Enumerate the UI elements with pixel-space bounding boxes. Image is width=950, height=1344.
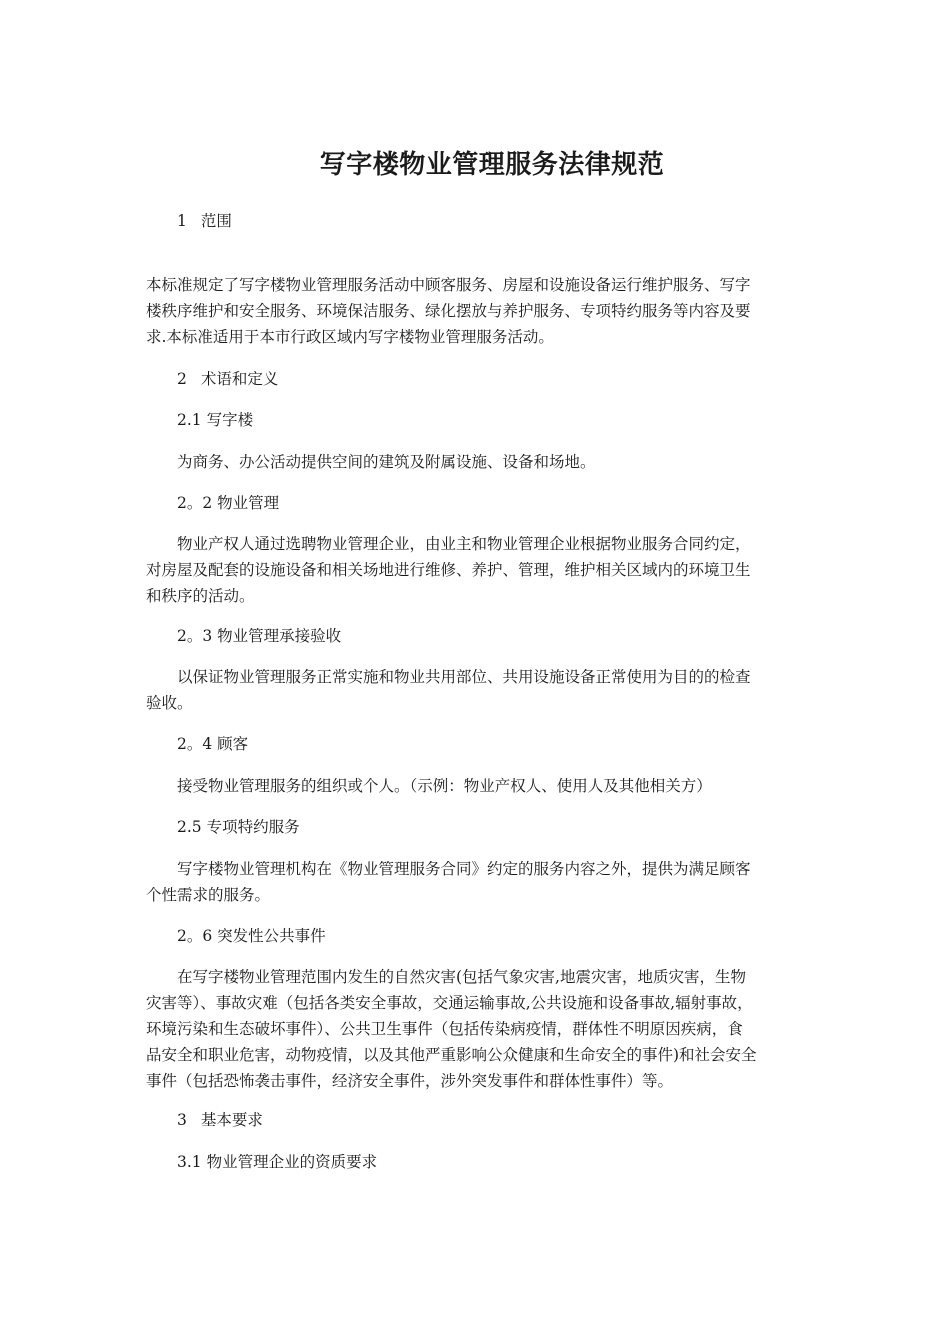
section-label: 范围 <box>200 212 232 230</box>
paragraph-line: 本标准规定了写字楼物业管理服务活动中顾客服务、房屋和设施设备运行维护服务、写字 <box>146 276 751 294</box>
section-number: 1 <box>177 212 187 230</box>
section-number: 3 <box>177 1111 187 1129</box>
paragraph-line: 对房屋及配套的设施设备和相关场地进行维修、养护、管理，维护相关区域内的环境卫生 <box>146 561 751 579</box>
term-definition-2-3 <box>146 664 814 716</box>
term-definition-2-6 <box>146 964 814 1094</box>
section-heading-2 <box>146 366 845 392</box>
scope-paragraph <box>146 272 814 350</box>
section-label: 基本要求 <box>200 1111 263 1129</box>
term-heading-2-2: 2。2 物业管理 <box>177 494 280 512</box>
term-heading-2-1: 2.1 写字楼 <box>177 411 254 429</box>
term-heading-2-4: 2。4 顾客 <box>177 735 249 753</box>
term-definition-2-1 <box>146 449 814 475</box>
paragraph-line: 在写字楼物业管理范围内发生的自然灾害(包括气象灾害,地震灾害，地质灾害，生物 <box>177 968 746 986</box>
section-label: 术语和定义 <box>200 370 279 388</box>
section-heading-3 <box>146 1107 845 1133</box>
paragraph-line: 和秩序的活动。 <box>146 587 255 605</box>
paragraph-line: 为商务、办公活动提供空间的建筑及附属设施、设备和场地。 <box>177 453 596 471</box>
paragraph-line: 求.本标准适用于本市行政区域内写字楼物业管理服务活动。 <box>146 328 554 346</box>
term-definition-2-2 <box>146 531 814 609</box>
paragraph-line: 楼秩序维护和安全服务、环境保洁服务、绿化摆放与养护服务、专项特约服务等内容及要 <box>146 302 751 320</box>
paragraph-line: 物业产权人通过选聘物业管理企业，由业主和物业管理企业根据物业服务合同约定， <box>177 535 751 553</box>
term-heading-2-6: 2。6 突发性公共事件 <box>177 927 326 945</box>
paragraph-line: 写字楼物业管理机构在《物业管理服务合同》约定的服务内容之外，提供为满足顾客 <box>177 860 751 878</box>
term-heading-2-3: 2。3 物业管理承接验收 <box>177 627 342 645</box>
requirement-heading-3-1: 3.1 物业管理企业的资质要求 <box>177 1153 378 1171</box>
term-definition-2-5 <box>146 856 814 908</box>
paragraph-line: 灾害等）、事故灾难（包括各类安全事故，交通运输事故,公共设施和设备事故,辐射事故， <box>146 994 753 1012</box>
section-heading-1 <box>146 208 845 234</box>
term-heading-2-5: 2.5 专项特约服务 <box>177 818 300 836</box>
paragraph-line: 品安全和职业危害，动物疫情，以及其他严重影响公众健康和生命安全的事件)和社会安全 <box>146 1046 757 1064</box>
paragraph-line: 接受物业管理服务的组织或个人。（示例：物业产权人、使用人及其他相关方） <box>177 777 712 795</box>
paragraph-line: 个性需求的服务。 <box>146 886 271 904</box>
term-definition-2-4 <box>146 773 814 799</box>
paragraph-line: 以保证物业管理服务正常实施和物业共用部位、共用设施设备正常使用为目的的检查 <box>177 668 751 686</box>
document-title: 写字楼物业管理服务法律规范 <box>319 150 665 180</box>
paragraph-line: 环境污染和生态破坏事件）、公共卫生事件（包括传染病疫情，群体性不明原因疾病，食 <box>146 1020 743 1038</box>
paragraph-line: 事件（包括恐怖袭击事件，经济安全事件，涉外突发事件和群体性事件）等。 <box>146 1072 674 1090</box>
paragraph-line: 验收。 <box>146 694 193 712</box>
section-number: 2 <box>177 370 187 388</box>
